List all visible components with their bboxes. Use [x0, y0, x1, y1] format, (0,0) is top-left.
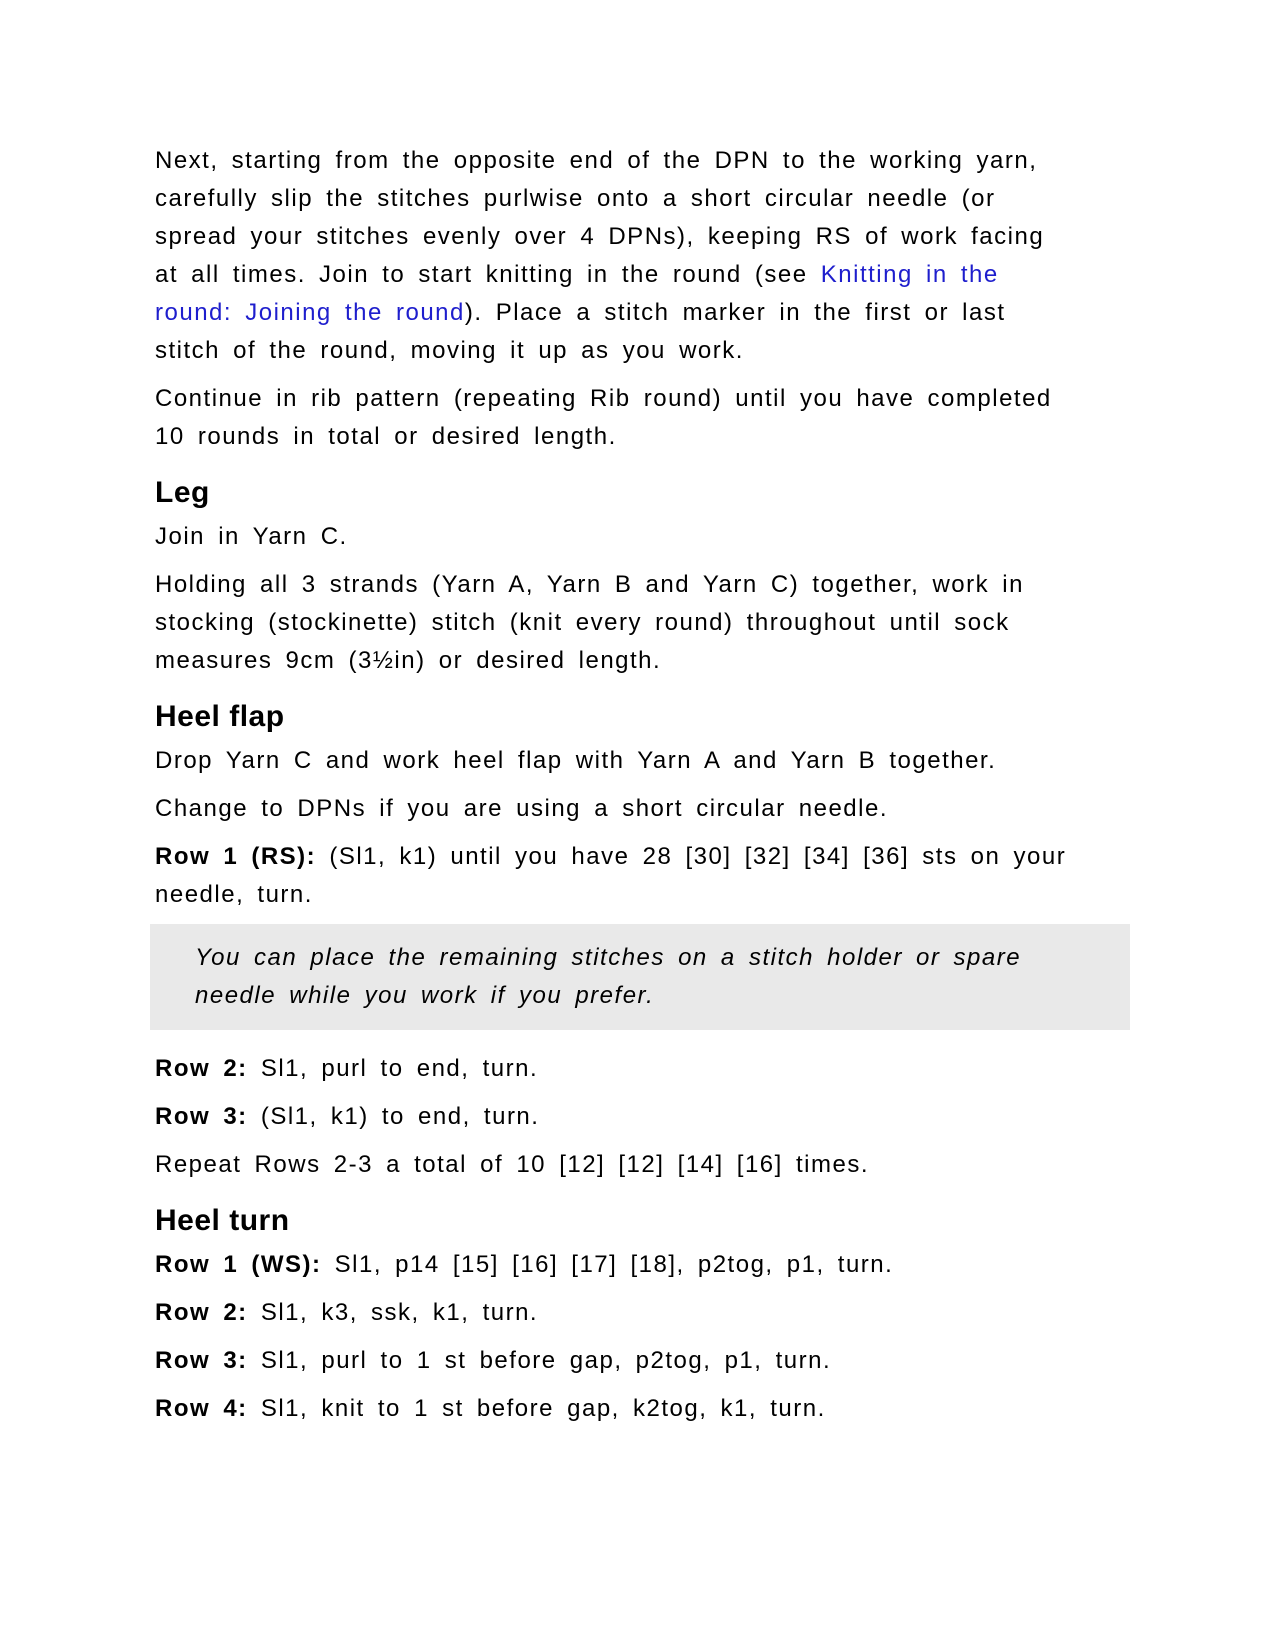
- row-text: Sl1, knit to 1 st before gap, k2tog, k1, turn.: [247, 1395, 826, 1422]
- row-instruction-heel-turn-row3: [155, 1342, 1075, 1380]
- row-label: Row 2:: [155, 1299, 248, 1326]
- row-instruction-heel-turn-row1: [155, 1246, 1075, 1284]
- row-text: (Sl1, k1) until you have 28 [30] [32] [34] [36] sts on your needle, turn.: [155, 843, 1067, 908]
- row-text: Sl1, purl to end, turn.: [247, 1055, 539, 1082]
- note-text: You can place the remaining stitches on a stitch holder or spare needle while you work if you prefer.: [195, 944, 1022, 1009]
- paragraph-repeat-rows: Repeat Rows 2-3 a total of 10 [12] [12] [14] [16] times.: [155, 1151, 869, 1178]
- row-instruction-heel-flap-row3: [155, 1098, 1075, 1136]
- row-text: (Sl1, k1) to end, turn.: [247, 1103, 540, 1130]
- paragraph-change-dpns: Change to DPNs if you are using a short circular needle.: [155, 795, 888, 822]
- row-label: Row 1 (RS):: [155, 843, 317, 870]
- paragraph-slip-stitches: [155, 142, 1075, 370]
- row-label: Row 3:: [155, 1103, 248, 1130]
- row-text: Sl1, k3, ssk, k1, turn.: [247, 1299, 539, 1326]
- paragraph-continue-rib: Continue in rib pattern (repeating Rib round) until you have completed 10 rounds in total or desired length.: [155, 385, 1052, 450]
- heading-heel-turn: Heel turn: [155, 1204, 290, 1237]
- row-instruction-heel-flap-row1: [155, 838, 1075, 914]
- row-label: Row 2:: [155, 1055, 248, 1082]
- paragraph-slip-before-link: Next, starting from the opposite end of the DPN to the working yarn, carefully slip the stitches purlwise onto a short circular needle (or spread your stitches evenly over 4 DPNs), keeping RS of work facing at all times. Join to start knitting in the round (see: [155, 147, 1045, 288]
- row-text: Sl1, purl to 1 st before gap, p2tog, p1, turn.: [247, 1347, 832, 1374]
- paragraph-join-yarn-c: Join in Yarn C.: [155, 523, 348, 550]
- paragraph-holding-strands: Holding all 3 strands (Yarn A, Yarn B and Yarn C) together, work in stocking (stockinette) stitch (knit every round) throughout until sock measures 9cm (3½in) or desired length.: [155, 571, 1024, 674]
- row-label: Row 3:: [155, 1347, 248, 1374]
- note-callout: [150, 924, 1130, 1030]
- row-instruction-heel-turn-row2: [155, 1294, 1075, 1332]
- heading-leg: Leg: [155, 476, 210, 509]
- paragraph-slip-after-link: ). Place a stitch marker in the first or last stitch of the round, moving it up as you work.: [155, 299, 1006, 364]
- paragraph-drop-yarn-c: Drop Yarn C and work heel flap with Yarn A and Yarn B together.: [155, 747, 997, 774]
- row-instruction-heel-flap-row2: [155, 1050, 1075, 1088]
- link-knitting-in-the-round-joining[interactable]: Knitting in the round: Joining the round: [155, 261, 999, 326]
- row-instruction-heel-turn-row4: [155, 1390, 1075, 1428]
- heading-heel-flap: Heel flap: [155, 700, 285, 733]
- row-label: Row 1 (WS):: [155, 1251, 322, 1278]
- row-label: Row 4:: [155, 1395, 248, 1422]
- row-text: Sl1, p14 [15] [16] [17] [18], p2tog, p1, turn.: [321, 1251, 894, 1278]
